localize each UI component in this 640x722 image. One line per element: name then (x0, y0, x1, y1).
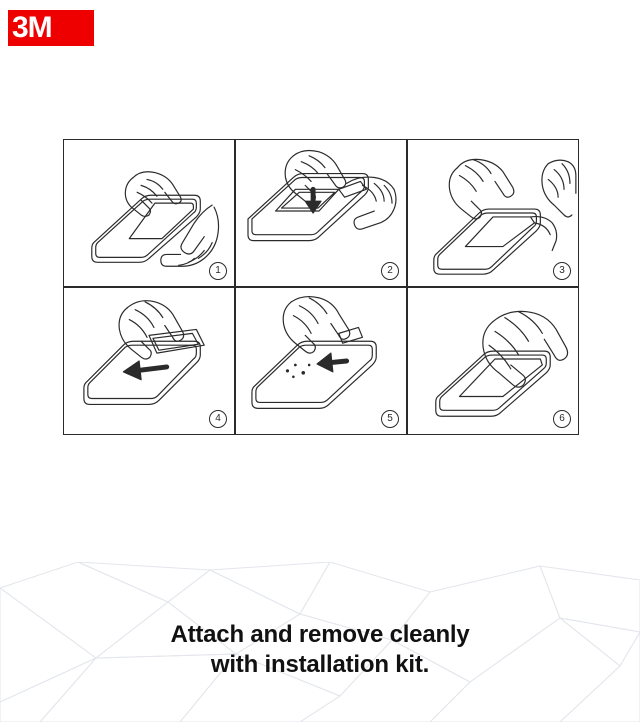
step-4-illustration (64, 288, 234, 434)
banner-headline-line-2: with installation kit. (210, 651, 430, 678)
step-1-illustration (64, 140, 234, 286)
step-number: 2 (381, 262, 399, 280)
brand-logo-text: 3M (12, 11, 52, 44)
step-number: 5 (381, 410, 399, 428)
instruction-step-6 (407, 287, 579, 435)
marketing-banner (0, 562, 640, 722)
step-3-illustration (408, 140, 578, 286)
banner-headline (0, 620, 640, 680)
banner-headline-line-1: Attach and remove cleanly (170, 621, 470, 648)
instruction-step-4 (63, 287, 235, 435)
step-number: 3 (553, 262, 571, 280)
step-number: 1 (209, 262, 227, 280)
step-number: 6 (553, 410, 571, 428)
instruction-step-5 (235, 287, 407, 435)
instruction-step-3 (407, 139, 579, 287)
step-6-illustration (408, 288, 578, 434)
instruction-steps-grid (63, 139, 579, 435)
step-number: 4 (209, 410, 227, 428)
instruction-step-2 (235, 139, 407, 287)
instruction-step-1 (63, 139, 235, 287)
brand-logo (8, 10, 94, 46)
step-2-illustration (236, 140, 406, 286)
step-5-illustration (236, 288, 406, 434)
